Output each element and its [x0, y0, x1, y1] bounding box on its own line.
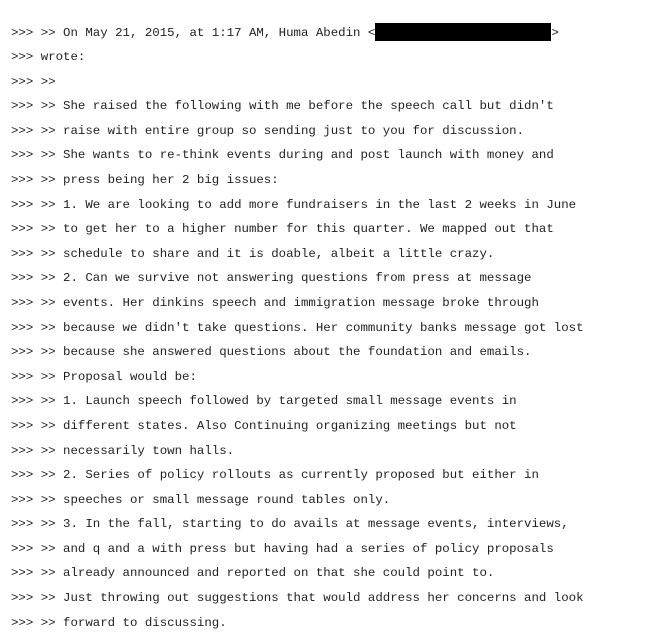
email-header-line: [11, 21, 559, 45]
quoted-line: >>> >> forward to discussing.: [11, 615, 227, 630]
quoted-email-body: [11, 45, 584, 635]
quoted-line: >>> >> She wants to re-think events during and post launch with money and: [11, 148, 554, 163]
quoted-line: >>> >> events. Her dinkins speech and immigration message broke through: [11, 295, 539, 310]
quoted-line: >>> >> press being her 2 big issues:: [11, 172, 279, 187]
quoted-line: >>> >> different states. Also Continuing organizing meetings but not: [11, 418, 517, 433]
quoted-line: >>> >> 2. Can we survive not answering questions from press at message: [11, 271, 532, 286]
quoted-line: >>> >> because she answered questions about the foundation and emails.: [11, 345, 532, 360]
redacted-email-address: [375, 23, 551, 41]
quoted-line: >>> >> because we didn't take questions. Her community banks message got lost: [11, 320, 584, 335]
quoted-line: >>> wrote:: [11, 50, 86, 64]
header-prefix: >>> >> On May 21, 2015, at 1:17 AM, Huma Abedin <: [11, 26, 376, 40]
quoted-line: >>> >> schedule to share and it is doable, albeit a little crazy.: [11, 246, 495, 261]
quoted-line: >>> >>: [11, 74, 56, 89]
quoted-line: >>> >> 1. We are looking to add more fundraisers in the last 2 weeks in June: [11, 197, 577, 212]
header-suffix: >: [551, 26, 559, 40]
quoted-line: >>> >> 1. Launch speech followed by targeted small message events in: [11, 394, 517, 409]
quoted-line: >>> >> already announced and reported on that she could point to.: [11, 566, 495, 581]
quoted-line: >>> >> Just throwing out suggestions that would address her concerns and look: [11, 591, 584, 606]
quoted-line: >>> >> and q and a with press but having had a series of policy proposals: [11, 541, 554, 556]
quoted-line: >>> >> speeches or small message round tables only.: [11, 492, 391, 507]
quoted-line: >>> >> 3. In the fall, starting to do avails at message events, interviews,: [11, 517, 569, 532]
quoted-line: >>> >> Proposal would be:: [11, 369, 197, 384]
quoted-line: >>> >> necessarily town halls.: [11, 443, 235, 458]
quoted-line: >>> >> to get her to a higher number for this quarter. We mapped out that: [11, 222, 554, 237]
quoted-line: >>> >> 2. Series of policy rollouts as currently proposed but either in: [11, 468, 539, 483]
quoted-line: >>> >> She raised the following with me before the speech call but didn't: [11, 99, 554, 114]
quoted-line: >>> >> raise with entire group so sending just to you for discussion.: [11, 123, 525, 138]
